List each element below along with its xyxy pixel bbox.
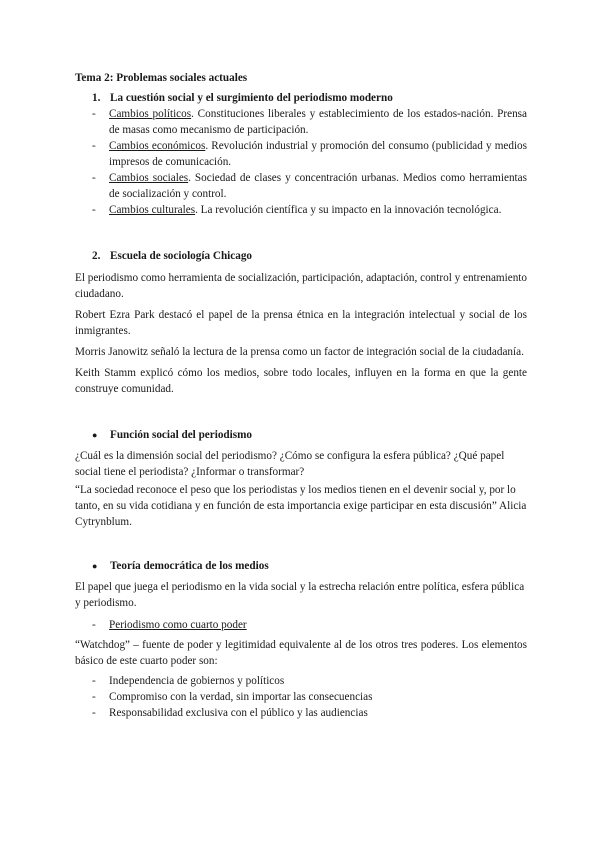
section-2-number: 2.: [92, 250, 101, 262]
list-item-text: Responsabilidad exclusiva con el público y las audiencias: [109, 707, 368, 719]
section-1-title: La cuestión social y el surgimiento del periodismo moderno: [110, 92, 393, 104]
section-3-title: Función social del periodismo: [110, 429, 253, 441]
section-1-heading: [75, 90, 527, 106]
section-2-heading: [75, 248, 527, 264]
section-1-list: [75, 106, 527, 218]
dash-marker: -: [92, 108, 96, 120]
dash-marker: -: [92, 691, 96, 703]
document-page: [75, 70, 527, 721]
list-item: [75, 202, 527, 218]
dash-marker: -: [92, 172, 96, 184]
bullet-icon: ●: [92, 561, 98, 571]
section-2-title: Escuela de sociología Chicago: [110, 250, 253, 262]
section-4-list: [75, 673, 527, 721]
list-item-term: Cambios culturales: [109, 204, 196, 216]
list-item-term: Cambios sociales: [109, 172, 189, 184]
paragraph: ¿Cuál es la dimensión social del periodismo? ¿Cómo se configura la esfera pública? ¿Qué papel social tiene el periodista? ¿Informar o transformar?: [75, 450, 505, 478]
paragraph: Robert Ezra Park destacó el papel de la prensa étnica en la integración intelectual y social de los inmigrantes.: [75, 309, 527, 337]
dash-marker: -: [92, 619, 96, 631]
section-4-title: Teoría democrática de los medios: [110, 560, 269, 572]
list-item: [75, 689, 527, 705]
list-item-text: . Revolución industrial y promoción del consumo (publicidad y medios impresos de comunicación.: [109, 140, 528, 168]
paragraph: El papel que juega el periodismo en la vida social y la estrecha relación entre política, esfera pública y periodismo.: [75, 581, 525, 609]
list-item-text: Independencia de gobiernos y políticos: [109, 675, 285, 687]
list-item-term: Cambios políticos: [109, 108, 192, 120]
list-item: [75, 170, 527, 202]
dash-marker: -: [92, 204, 96, 216]
dash-marker: -: [92, 675, 96, 687]
list-item-text: . Constituciones liberales y establecimiento de los estados-nación. Prensa de masas como mecanismo de participación.: [109, 108, 527, 136]
dash-marker: -: [92, 140, 96, 152]
list-item: [75, 138, 527, 170]
bullet-icon: ●: [92, 430, 98, 440]
section-3-heading: [75, 427, 527, 443]
list-item-text: . Sociedad de clases y concentración urbanas. Medios como herramientas de socialización y control.: [109, 172, 527, 200]
list-item: [75, 705, 527, 721]
list-item: [75, 106, 527, 138]
dash-marker: -: [92, 707, 96, 719]
paragraph: Morris Janowitz señaló la lectura de la prensa como un factor de integración social de la ciudadanía.: [75, 346, 524, 358]
list-item-term: Cambios económicos: [109, 140, 206, 152]
section-1-number: 1.: [92, 92, 101, 104]
section-4-heading: [75, 558, 527, 574]
list-item-text: . La revolución científica y su impacto en la innovación tecnológica.: [195, 204, 502, 216]
paragraph: “Watchdog” – fuente de poder y legitimidad equivalente al de los otros tres poderes. Los elementos básico de este cuarto poder son:: [75, 639, 527, 667]
subheading: [75, 617, 527, 633]
subheading-title: Periodismo como cuarto poder: [109, 619, 247, 631]
paragraph: Keith Stamm explicó cómo los medios, sobre todo locales, influyen en la forma en que la gente construye comunidad.: [75, 367, 527, 395]
quote-paragraph: “La sociedad reconoce el peso que los periodistas y los medios tienen en el devenir social y, por lo tanto, en su vida cotidiana y en función de esta importancia exige participar en esta discusión” Alicia Cytrynblum.: [75, 484, 527, 528]
paragraph: El periodismo como herramienta de socialización, participación, adaptación, control y entrenamiento ciudadano.: [75, 272, 527, 300]
list-item-text: Compromiso con la verdad, sin importar las consecuencias: [109, 691, 373, 703]
document-title: Tema 2: Problemas sociales actuales: [75, 72, 248, 84]
list-item: [75, 673, 527, 689]
